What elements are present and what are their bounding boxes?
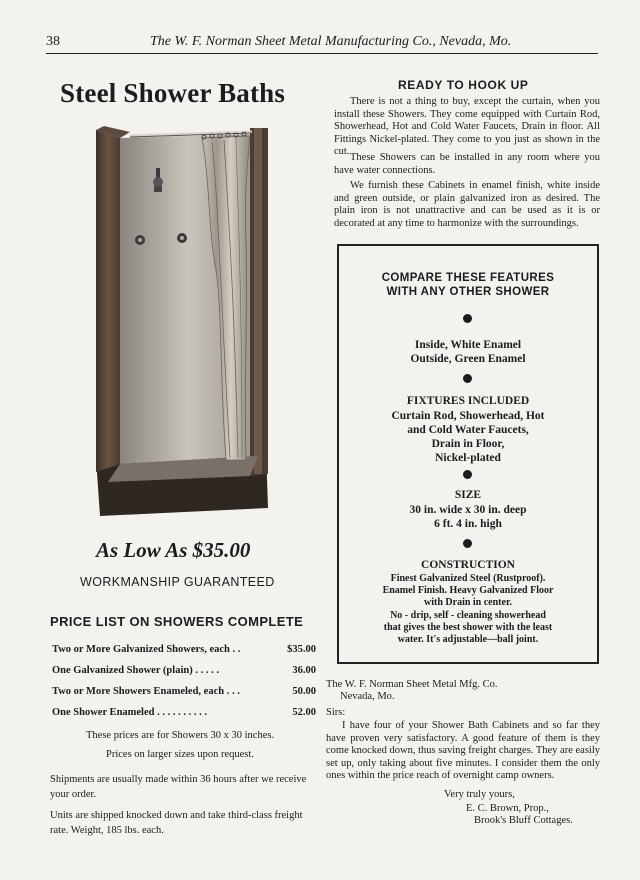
box-heading-line-2: WITH ANY OTHER SHOWER bbox=[386, 286, 550, 298]
shipping-note: Shipments are usually made within 36 hours after we receive your order. bbox=[50, 774, 307, 800]
fixtures-line-3: Drain in Floor, bbox=[431, 438, 505, 450]
size-note: These prices are for Showers 30 x 30 inches. bbox=[86, 730, 275, 741]
fixtures-line-2: and Cold Water Faucets, bbox=[407, 424, 529, 436]
page-title: Steel Shower Baths bbox=[60, 78, 286, 108]
letter-body: I have four of your Shower Bath Cabinets and so far they have proven very satisfactory. A good feature of them is they come knocked down, thus saving freight charges. They are easily set up, only taking about five minutes. I consider them the only ones within the price reach of overnight camp owners. bbox=[326, 720, 600, 782]
price-list bbox=[52, 640, 316, 724]
size-heading: SIZE bbox=[454, 489, 482, 501]
fixtures-line-1: Curtain Rod, Showerhead, Hot bbox=[391, 410, 545, 422]
finish-paragraph: We furnish these Cabinets in enamel finish, white inside and green outside, or plain galvanized iron as desired. The plain iron is not unattractive and can be used as it is or decorated at any time to harmonize with the surroundings. bbox=[334, 180, 600, 229]
price-row bbox=[52, 640, 316, 661]
install-paragraph: These Showers can be installed in any room where you have water connections. bbox=[334, 152, 600, 176]
shower-cabinet-illustration bbox=[90, 120, 280, 520]
guarantee-line: WORKMANSHIP GUARANTEED bbox=[80, 575, 275, 589]
price-item-amount: 36.00 bbox=[292, 665, 316, 676]
fixtures-line-4: Nickel-plated bbox=[435, 452, 501, 464]
construction-heading: CONSTRUCTION bbox=[421, 559, 515, 571]
letter-address-1: The W. F. Norman Sheet Metal Mfg. Co. bbox=[326, 679, 498, 690]
header-rule bbox=[46, 53, 598, 54]
price-item-amount: $35.00 bbox=[287, 644, 316, 655]
larger-sizes-note: Prices on larger sizes upon request. bbox=[106, 749, 254, 760]
construction-line-5: that gives the best shower with the least bbox=[383, 622, 553, 633]
price-item-amount: 52.00 bbox=[292, 707, 316, 718]
bullet-dot bbox=[463, 539, 472, 548]
construction-line-4: No - drip, self - cleaning showerhead bbox=[390, 610, 546, 621]
letter-salutation: Sirs: bbox=[326, 707, 346, 718]
construction-line-6: water. It's adjustable—ball joint. bbox=[397, 634, 539, 645]
construction-line-1: Finest Galvanized Steel (Rustproof). bbox=[390, 573, 546, 584]
letter-signer: E. C. Brown, Prop., bbox=[466, 803, 549, 814]
price-list-title: PRICE LIST ON SHOWERS COMPLETE bbox=[50, 614, 304, 629]
price-row bbox=[52, 661, 316, 682]
units-note: Units are shipped knocked down and take third-class freight rate. Weight, 185 lbs. each. bbox=[50, 810, 303, 836]
price-item-label: One Galvanized Shower (plain) . . . . . bbox=[52, 665, 219, 676]
fixtures-heading: FIXTURES INCLUDED bbox=[406, 395, 530, 407]
construction-line-2: Enamel Finish. Heavy Galvanized Floor bbox=[382, 585, 554, 596]
intro-paragraph: There is not a thing to buy, except the curtain, when you install these Showers. They come equipped with Curtain Rod, Showerhead, Hot and Cold Water Faucets, Drain in floor. All Fittings Nickel-plated. They come to you just as shown in the cut. bbox=[334, 96, 600, 158]
letter-address-2: Nevada, Mo. bbox=[340, 691, 395, 702]
running-title: The W. F. Norman Sheet Metal Manufacturing Co., Nevada, Mo. bbox=[150, 34, 512, 49]
enamel-line-1: Inside, White Enamel bbox=[414, 339, 522, 351]
price-row bbox=[52, 703, 316, 724]
price-row bbox=[52, 682, 316, 703]
size-line-2: 6 ft. 4 in. high bbox=[434, 518, 502, 530]
letter-place: Brook's Bluff Cottages. bbox=[474, 815, 573, 826]
running-header bbox=[46, 34, 598, 52]
price-item-amount: 50.00 bbox=[292, 686, 316, 697]
bullet-dot bbox=[463, 374, 472, 383]
price-headline: As Low As $35.00 bbox=[96, 538, 251, 562]
construction-line-3: with Drain in center. bbox=[424, 597, 512, 608]
box-heading-line-1: COMPARE THESE FEATURES bbox=[381, 272, 555, 284]
size-line-1: 30 in. wide x 30 in. deep bbox=[409, 504, 527, 516]
ready-heading: READY TO HOOK UP bbox=[398, 78, 529, 92]
price-item-label: Two or More Galvanized Showers, each . . bbox=[52, 644, 241, 655]
price-item-label: Two or More Showers Enameled, each . . . bbox=[52, 686, 240, 697]
features-box bbox=[337, 244, 599, 664]
bullet-dot bbox=[463, 470, 472, 479]
letter-closing: Very truly yours, bbox=[444, 789, 515, 800]
price-item-label: One Shower Enameled . . . . . . . . . . bbox=[52, 707, 207, 718]
page-number: 38 bbox=[46, 34, 60, 49]
bullet-dot bbox=[463, 314, 472, 323]
enamel-line-2: Outside, Green Enamel bbox=[410, 353, 526, 365]
